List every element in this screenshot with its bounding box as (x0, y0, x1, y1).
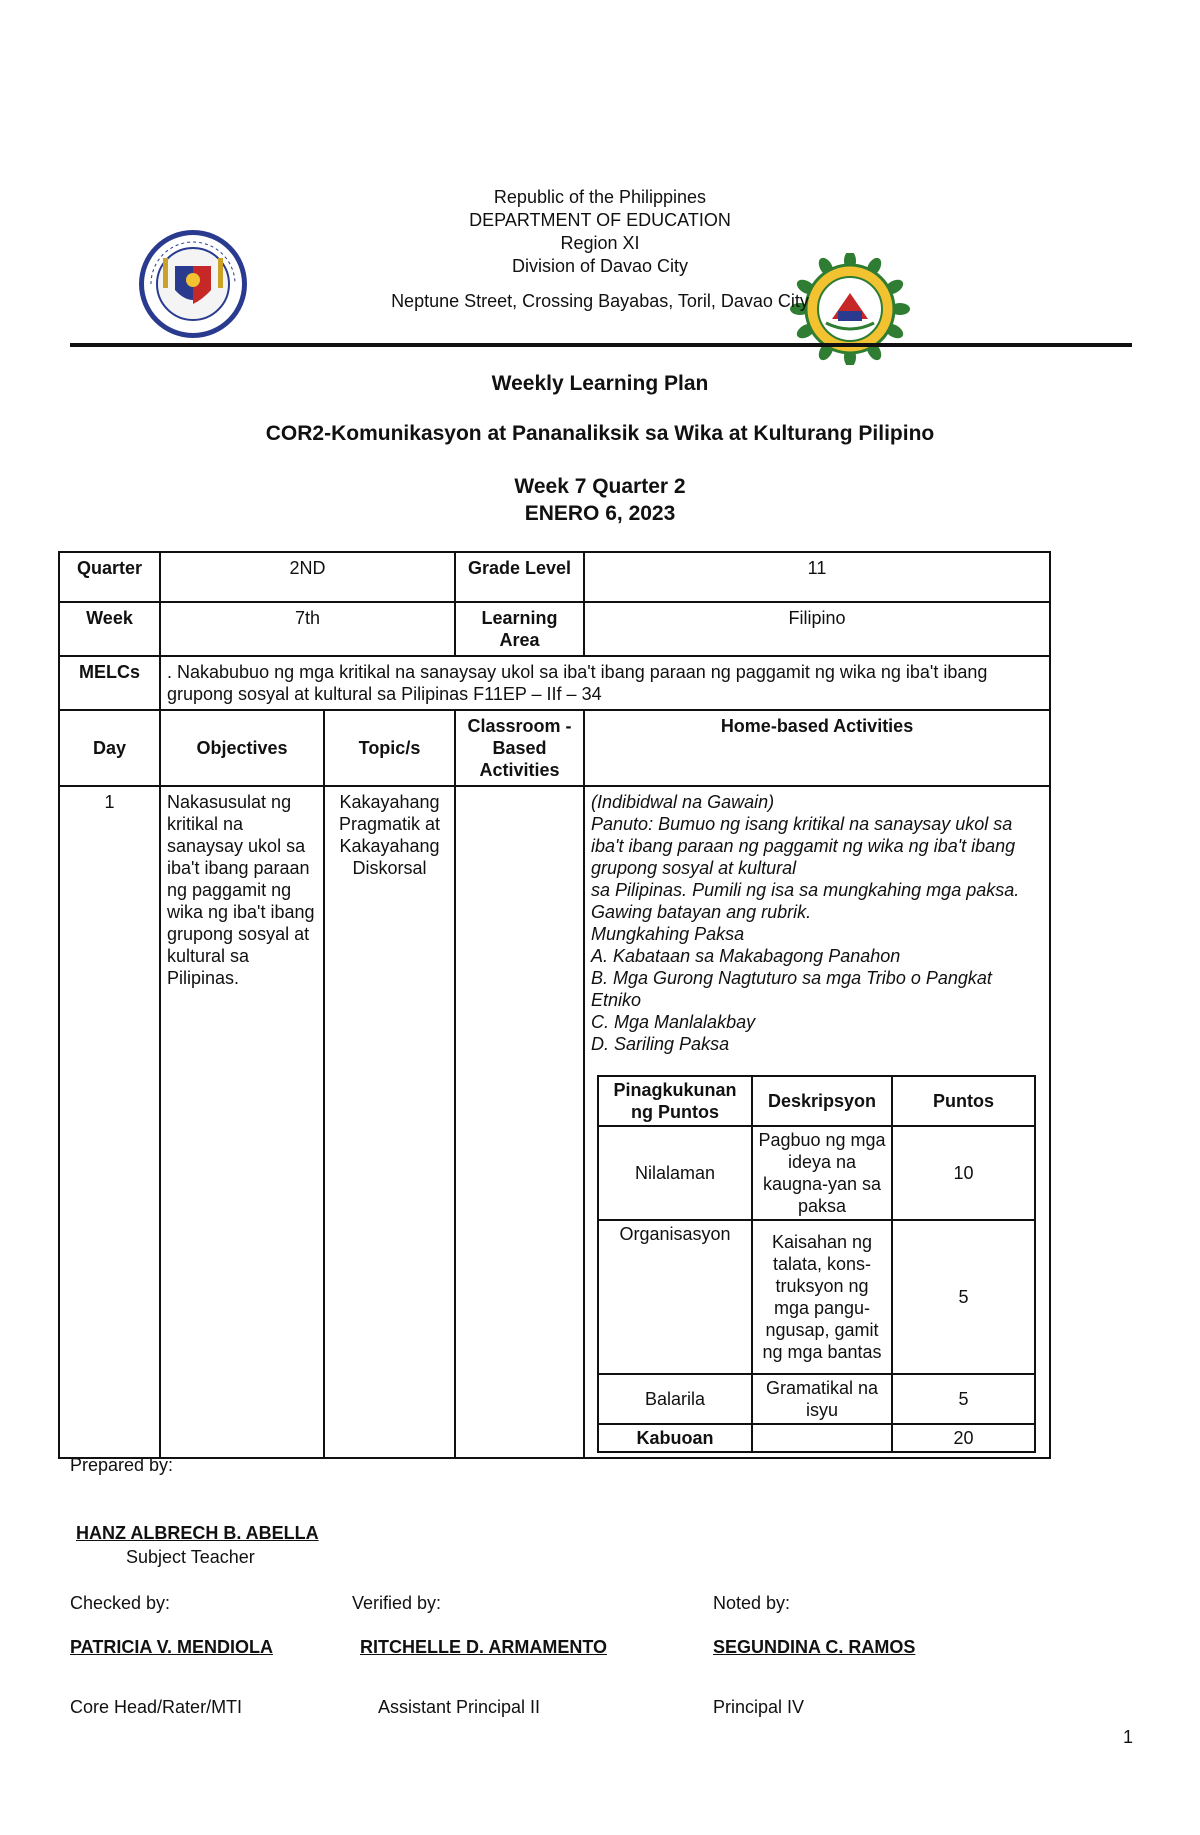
grade-level-label: Grade Level (455, 552, 584, 602)
letterhead (0, 186, 1200, 313)
noted-name: SEGUNDINA C. RAMOS (713, 1637, 916, 1657)
topics-header: Topic/s (324, 710, 455, 786)
objectives-header: Objectives (160, 710, 324, 786)
plan-title: Weekly Learning Plan (491, 372, 709, 395)
prepared-title: Subject Teacher (126, 1547, 255, 1567)
region-line: Region XI (560, 233, 640, 253)
day-value: 1 (59, 786, 160, 1458)
home-line: A. Kabataan sa Makabagong Panahon (591, 946, 901, 966)
rubric-description: Pagbuo ng mga ideya na kaugna-yan sa paksa (752, 1126, 892, 1220)
checked-label: Checked by: (70, 1593, 171, 1613)
classroom-activities-header: Classroom -Based Activities (455, 710, 584, 786)
verified-title: Assistant Principal II (378, 1697, 541, 1717)
rubric-description: Kaisahan ng talata, kons-truksyon ng mga pangu-ngusap, gamit ng mga bantas (752, 1220, 892, 1374)
header-divider (70, 343, 1132, 347)
date-title: ENERO 6, 2023 (524, 502, 676, 525)
rubric-points: 5 (892, 1220, 1035, 1374)
rubric-criterion: Nilalaman (598, 1126, 752, 1220)
home-line: sa Pilipinas. Pumili ng isa sa mungkahing mga paksa. Gawing batayan ang rubrik. (591, 880, 1020, 922)
rubric-header: Puntos (892, 1076, 1035, 1126)
division-line: Division of Davao City (511, 256, 689, 276)
noted-title: Principal IV (713, 1697, 805, 1717)
rubric-criterion: Organisasyon (598, 1220, 752, 1374)
rubric-total-label: Kabuoan (598, 1424, 752, 1452)
home-line: Mungkahing Paksa (591, 924, 745, 944)
home-line: (Indibidwal na Gawain) (591, 792, 775, 812)
day-header: Day (59, 710, 160, 786)
learning-plan-table (58, 551, 1051, 1459)
melcs-label: MELCs (59, 656, 160, 710)
address-line: Neptune Street, Crossing Bayabas, Toril, Davao City (391, 291, 809, 311)
quarter-value: 2ND (160, 552, 455, 602)
topic-text: Kakayahang Pragmatik at Kakayahang Diskorsal (324, 786, 455, 1458)
checked-title: Core Head/Rater/MTI (70, 1697, 243, 1717)
rubric-criterion: Balarila (598, 1374, 752, 1424)
home-line: B. Mga Gurong Nagtuturo sa mga Tribo o Pangkat Etniko (591, 968, 992, 1010)
prepared-name: HANZ ALBRECH B. ABELLA (76, 1523, 319, 1543)
rubric-points: 5 (892, 1374, 1035, 1424)
rubric-table (597, 1075, 1036, 1453)
rubric-total-description (752, 1424, 892, 1452)
rubric-header: Pinagkukunan ng Puntos (598, 1076, 752, 1126)
quarter-label: Quarter (59, 552, 160, 602)
verified-name: RITCHELLE D. ARMAMENTO (360, 1637, 607, 1657)
home-line: Panuto: Bumuo ng isang kritikal na sanaysay ukol sa iba't ibang paraan ng paggamit ng wika ng iba't ibang grupong sosyal at kultural (591, 814, 1016, 878)
home-line: C. Mga Manlalakbay (591, 1012, 756, 1032)
department-line: DEPARTMENT OF EDUCATION (469, 210, 731, 230)
subject-title: COR2-Komunikasyon at Pananaliksik sa Wika at Kulturang Pilipino (265, 422, 935, 445)
learning-area-value: Filipino (584, 602, 1050, 656)
rubric-points: 10 (892, 1126, 1035, 1220)
rubric-description: Gramatikal na isyu (752, 1374, 892, 1424)
week-value: 7th (160, 602, 455, 656)
home-activities-header: Home-based Activities (584, 710, 1050, 786)
classroom-activities-cell (455, 786, 584, 1458)
prepared-label: Prepared by: (70, 1455, 174, 1475)
home-activities-cell (584, 786, 1050, 1458)
republic-line: Republic of the Philippines (493, 187, 707, 207)
grade-level-value: 11 (584, 552, 1050, 602)
rubric-total-points: 20 (892, 1424, 1035, 1452)
week-label: Week (59, 602, 160, 656)
melcs-value: . Nakabubuo ng mga kritikal na sanaysay ukol sa iba't ibang paraan ng paggamit ng wika ng iba't ibang grupong sosyal at kultural sa Pilipinas F11EP – IIf – 34 (160, 656, 1050, 710)
home-line: D. Sariling Paksa (591, 1034, 730, 1054)
noted-label: Noted by: (713, 1593, 791, 1613)
page-number: 1 (1123, 1727, 1134, 1747)
week-title: Week 7 Quarter 2 (514, 475, 686, 498)
verified-label: Verified by: (352, 1593, 442, 1613)
rubric-header: Deskripsyon (752, 1076, 892, 1126)
checked-name: PATRICIA V. MENDIOLA (70, 1637, 274, 1657)
objective-text: Nakasusulat ng kritikal na sanaysay ukol sa iba't ibang paraan ng paggamit ng wika ng iba't ibang grupong sosyal at kultural sa Pilipinas. (160, 786, 324, 1458)
learning-area-label: Learning Area (455, 602, 584, 656)
